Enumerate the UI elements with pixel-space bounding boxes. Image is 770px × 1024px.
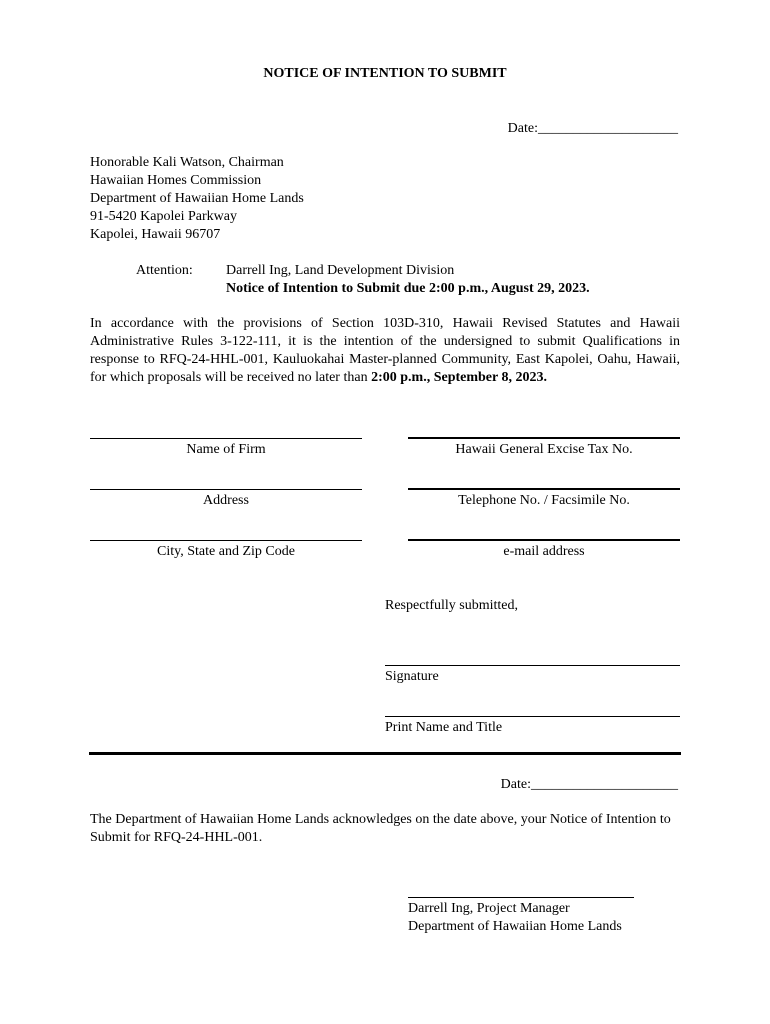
manager-name: Darrell Ing, Project Manager [408, 901, 570, 916]
city-state-zip-line[interactable] [90, 540, 362, 541]
attention-label: Attention: [136, 263, 193, 278]
email-label: e-mail address [503, 544, 585, 559]
email-line[interactable] [408, 539, 680, 541]
tax-number-line[interactable] [408, 437, 680, 439]
phone-fax-label: Telephone No. / Facsimile No. [458, 493, 630, 508]
phone-fax-line[interactable] [408, 488, 680, 490]
attention-notice: Notice of Intention to Submit due 2:00 p.m., August 29, 2023. [226, 281, 590, 296]
recipient-line: Department of Hawaiian Home Lands [90, 191, 304, 206]
city-state-zip-label: City, State and Zip Code [157, 544, 295, 559]
recipient-address [90, 154, 304, 244]
document-title: NOTICE OF INTENTION TO SUBMIT [263, 66, 507, 81]
manager-signature-line [408, 897, 634, 898]
recipient-line: 91-5420 Kapolei Parkway [90, 209, 237, 224]
body-deadline: 2:00 p.m., September 8, 2023. [371, 370, 547, 385]
signature-line[interactable] [385, 665, 680, 666]
recipient-line: Kapolei, Hawaii 96707 [90, 227, 221, 242]
section-divider [89, 752, 681, 755]
manager-block [408, 900, 622, 936]
firm-name-line[interactable] [90, 438, 362, 439]
address-line[interactable] [90, 489, 362, 490]
print-name-label: Print Name and Title [385, 720, 503, 735]
body-text: In accordance with the provisions of Section 103D-310, Hawaii Revised Statutes and Hawaii Administrative Rules 3-122-111, it is the intention of the undersigned to submit Qualifications in response to RFQ-24-HHL-001, Kauluokahai Master-planned Community, East Kapolei, Oahu, Hawaii, for which proposals will be received no later than [90, 316, 680, 385]
firm-name-label: Name of Firm [186, 442, 266, 457]
address-label: Address [203, 493, 249, 508]
attention-name: Darrell Ing, Land Development Division [226, 263, 455, 278]
tax-number-label: Hawaii General Excise Tax No. [455, 442, 633, 457]
print-name-line[interactable] [385, 716, 680, 717]
submission-date-field[interactable]: Date:____________________ [507, 121, 678, 136]
ack-date-field[interactable]: Date:_____________________ [500, 777, 678, 792]
manager-department: Department of Hawaiian Home Lands [408, 919, 622, 934]
ack-paragraph: The Department of Hawaiian Home Lands acknowledges on the date above, your Notice of Intention to Submit for RFQ-24-HHL-001. [90, 812, 671, 845]
closing-text: Respectfully submitted, [385, 598, 518, 613]
body-paragraph [90, 315, 680, 387]
signature-label: Signature [385, 669, 439, 684]
attention-block [226, 262, 590, 298]
recipient-line: Honorable Kali Watson, Chairman [90, 155, 284, 170]
recipient-line: Hawaiian Homes Commission [90, 173, 262, 188]
